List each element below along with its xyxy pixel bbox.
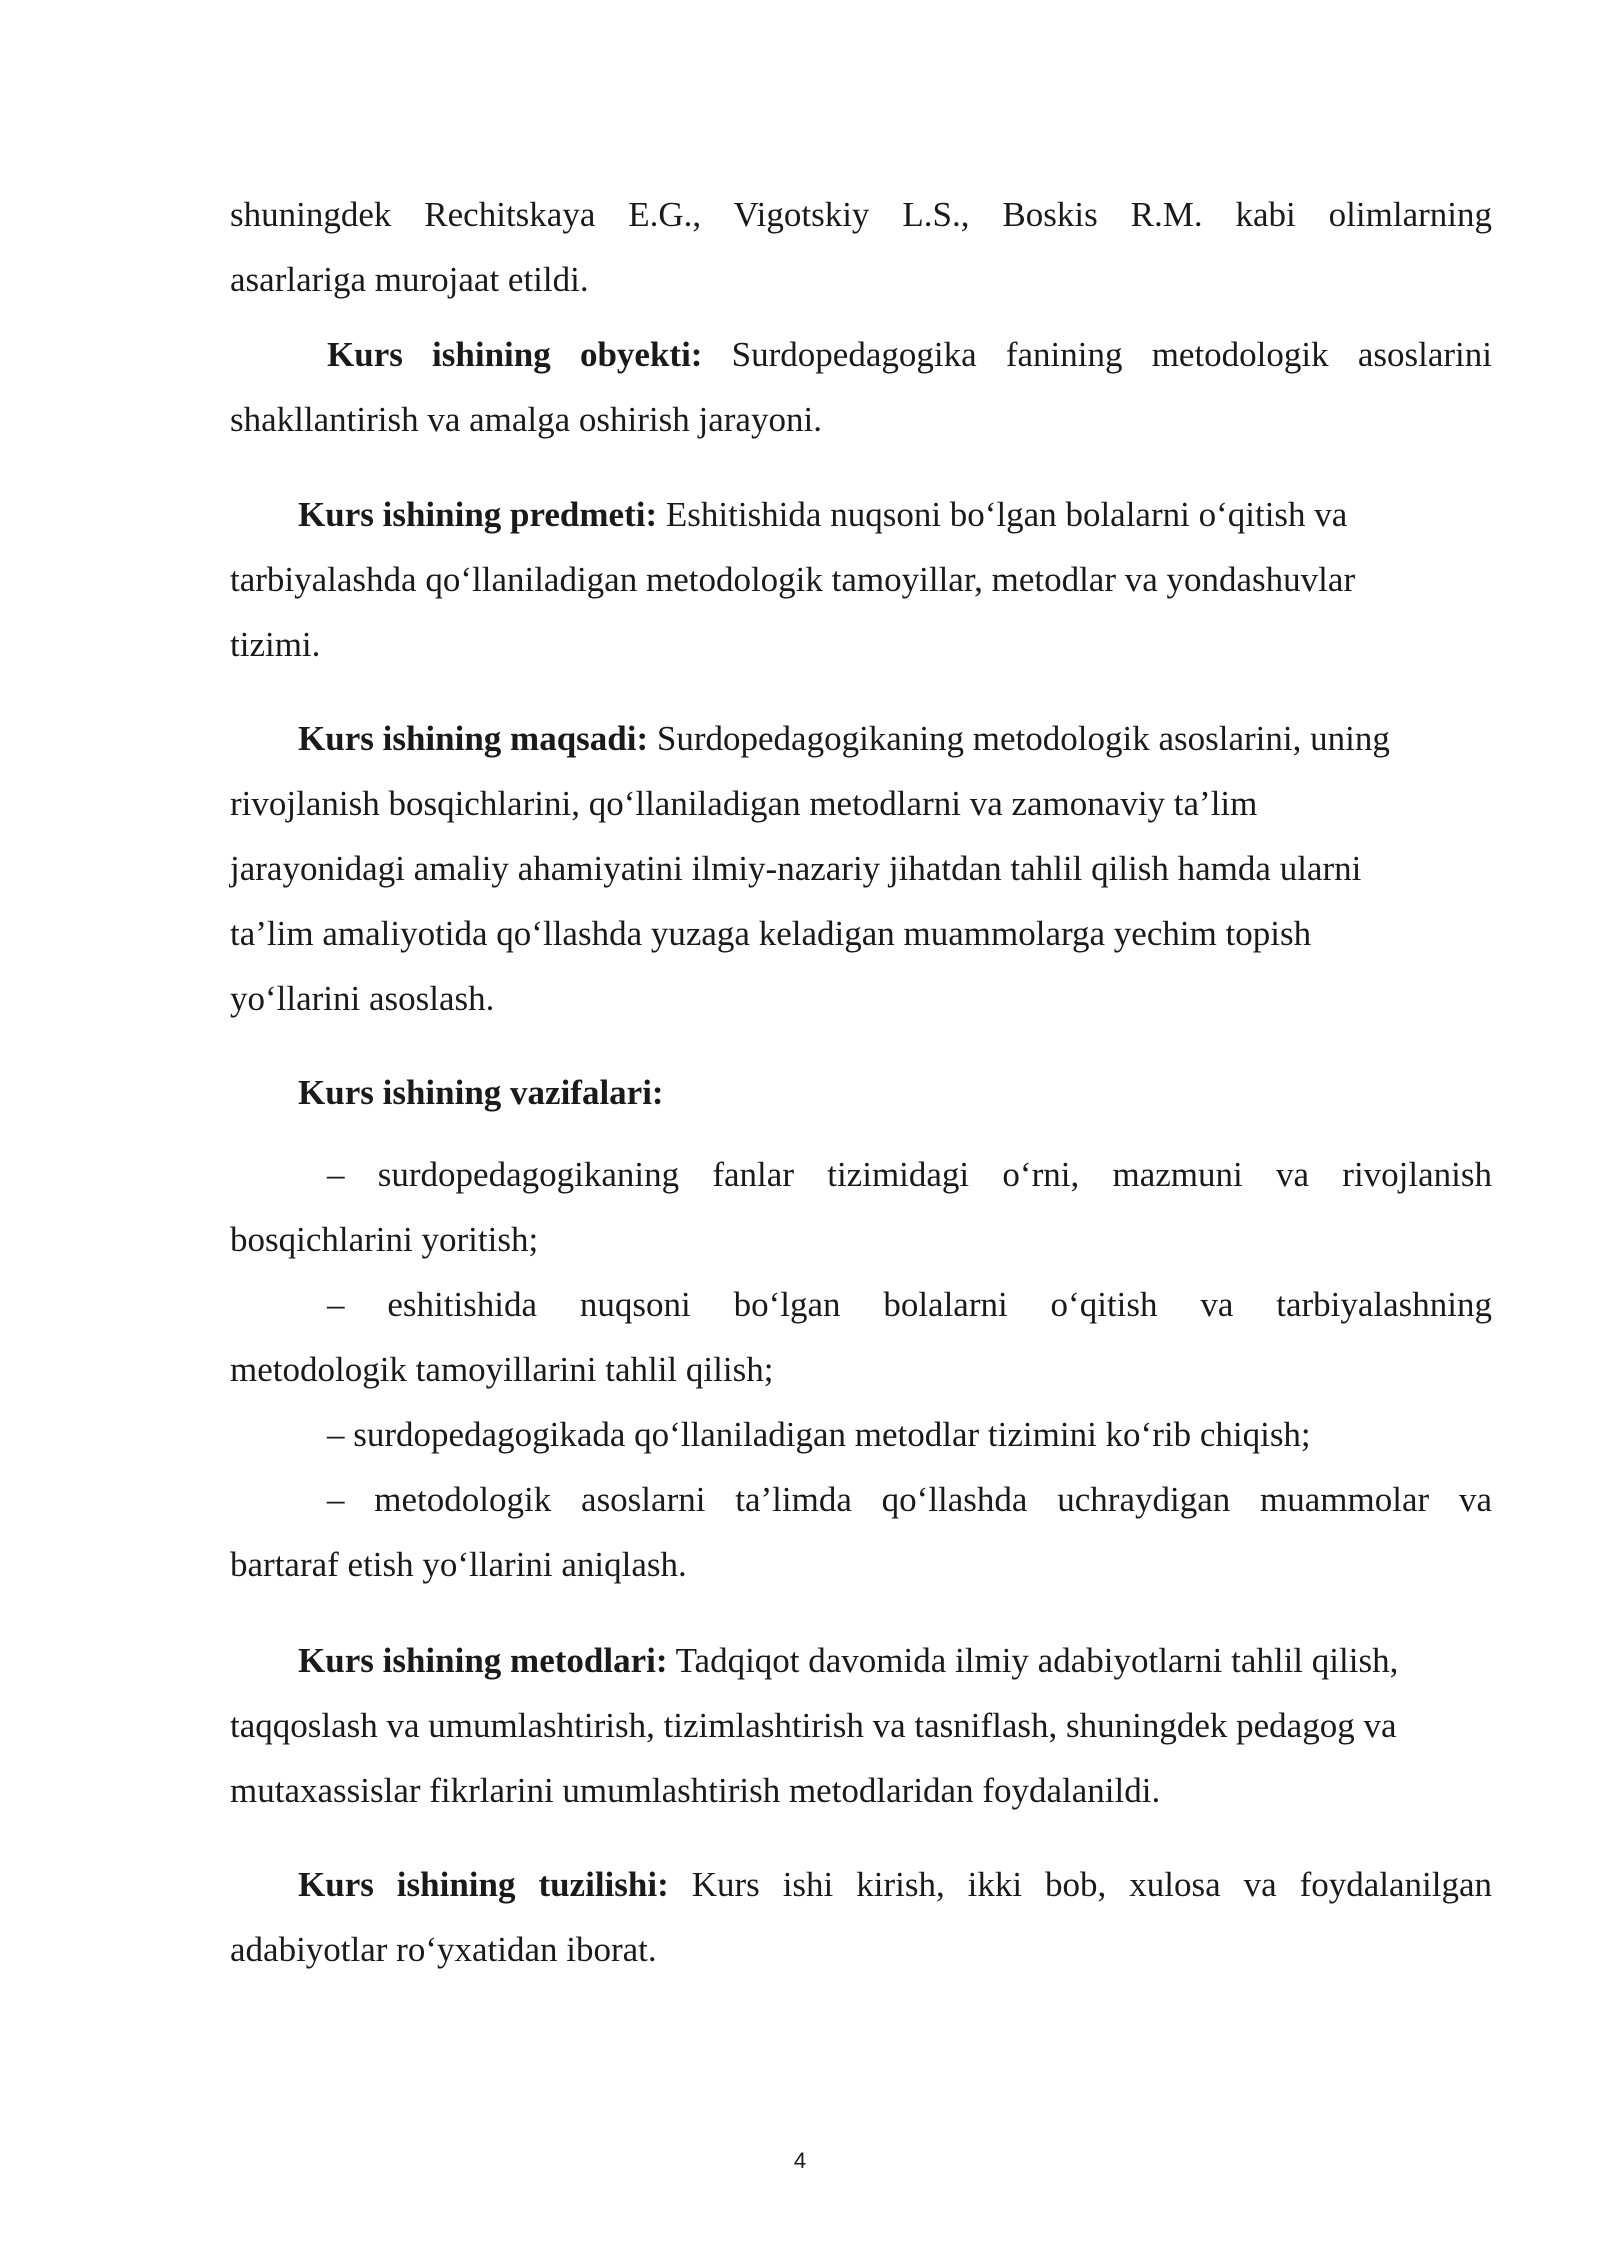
- intro-line-1: shuningdek Rechitskaya E.G., Vigotskiy L.S., Boskis R.M. kabi olimlarning: [230, 195, 1492, 234]
- vazifalar-list: [230, 1142, 1492, 1597]
- tuzilish-line-1-text: Kurs ishi kirish, ikki bob, xulosa va foydalanilgan: [668, 1865, 1492, 1904]
- tuzilish-line-1: [230, 1852, 1492, 1917]
- list-item: [230, 1272, 1492, 1402]
- vazifa-4-line-1: – metodologik asoslarni ta’limda qo‘llashda uchraydigan muammolar va: [327, 1480, 1492, 1519]
- vazifa-3-line-1: – surdopedagogikada qo‘llaniladigan metodlar tizimini ko‘rib chiqish;: [327, 1415, 1311, 1454]
- vazifa-1-line-1: – surdopedagogikaning fanlar tizimidagi o‘rni, mazmuni va rivojlanish: [327, 1155, 1492, 1194]
- vazifa-2-line-1: – eshitishida nuqsoni bo‘lgan bolalarni o‘qitish va tarbiyalashning: [327, 1285, 1492, 1324]
- maqsad-label: Kurs ishining maqsadi:: [298, 719, 649, 758]
- vazifa-1-line-2: bosqichlarini yoritish;: [230, 1220, 539, 1259]
- metodlar-paragraph: [230, 1628, 1492, 1823]
- obyekt-line-1: [230, 322, 1492, 387]
- vazifalar-label: Kurs ishining vazifalari:: [298, 1073, 664, 1112]
- list-item: [230, 1467, 1492, 1597]
- intro-line-2: asarlariga murojaat etildi.: [230, 260, 589, 299]
- maqsad-line-4: ta’lim amaliyotida qo‘llashda yuzaga keladigan muammolarga yechim topish: [230, 914, 1312, 953]
- intro-paragraph: [230, 182, 1492, 312]
- vazifalar-heading-block: [230, 1060, 1492, 1125]
- list-item: [230, 1402, 1492, 1467]
- metodlar-line-1: [230, 1628, 1492, 1693]
- vazifa-2-line-2: metodologik tamoyillarini tahlil qilish;: [230, 1350, 774, 1389]
- page-number: 4: [793, 2148, 807, 2173]
- metodlar-line-3: mutaxassislar fikrlarini umumlashtirish metodlaridan foydalanildi.: [230, 1771, 1161, 1810]
- predmet-line-1: [230, 482, 1492, 547]
- metodlar-line-1-text: Tadqiqot davomida ilmiy adabiyotlarni tahlil qilish,: [667, 1641, 1399, 1680]
- maqsad-line-5: yo‘llarini asoslash.: [230, 979, 495, 1018]
- predmet-line-1-text: Eshitishida nuqsoni bo‘lgan bolalarni o‘qitish va: [657, 495, 1348, 534]
- maqsad-line-2: rivojlanish bosqichlarini, qo‘llaniladigan metodlarni va zamonaviy ta’lim: [230, 784, 1258, 823]
- maqsad-paragraph: [230, 706, 1492, 1031]
- tuzilish-paragraph: [230, 1852, 1492, 1982]
- maqsad-line-1-text: Surdopedagogikaning metodologik asoslarini, uning: [648, 719, 1390, 758]
- obyekt-line-2: shakllantirish va amalga oshirish jarayoni.: [230, 400, 822, 439]
- predmet-line-3: tizimi.: [230, 625, 321, 664]
- predmet-line-2: tarbiyalashda qo‘llaniladigan metodologik tamoyillar, metodlar va yondashuvlar: [230, 560, 1356, 599]
- predmet-label: Kurs ishining predmeti:: [298, 495, 658, 534]
- obyekt-line-1-text: Surdopedagogika fanining metodologik asoslarini: [702, 335, 1492, 374]
- maqsad-line-3: jarayonidagi amaliy ahamiyatini ilmiy-nazariy jihatdan tahlil qilish hamda ularni: [230, 849, 1362, 888]
- vazifalar-heading: [230, 1060, 1492, 1125]
- list-item: [230, 1142, 1492, 1272]
- maqsad-line-1: [230, 706, 1492, 771]
- tuzilish-line-2: adabiyotlar ro‘yxatidan iborat.: [230, 1930, 657, 1969]
- metodlar-line-2: taqqoslash va umumlashtirish, tizimlashtirish va tasniflash, shuningdek pedagog va: [230, 1706, 1397, 1745]
- obyekt-paragraph: [230, 322, 1492, 452]
- vazifa-4-line-2: bartaraf etish yo‘llarini aniqlash.: [230, 1545, 687, 1584]
- predmet-paragraph: [230, 482, 1492, 677]
- metodlar-label: Kurs ishining metodlari:: [298, 1641, 668, 1680]
- tuzilish-label: Kurs ishining tuzilishi:: [298, 1865, 669, 1904]
- obyekt-label: Kurs ishining obyekti:: [327, 335, 703, 374]
